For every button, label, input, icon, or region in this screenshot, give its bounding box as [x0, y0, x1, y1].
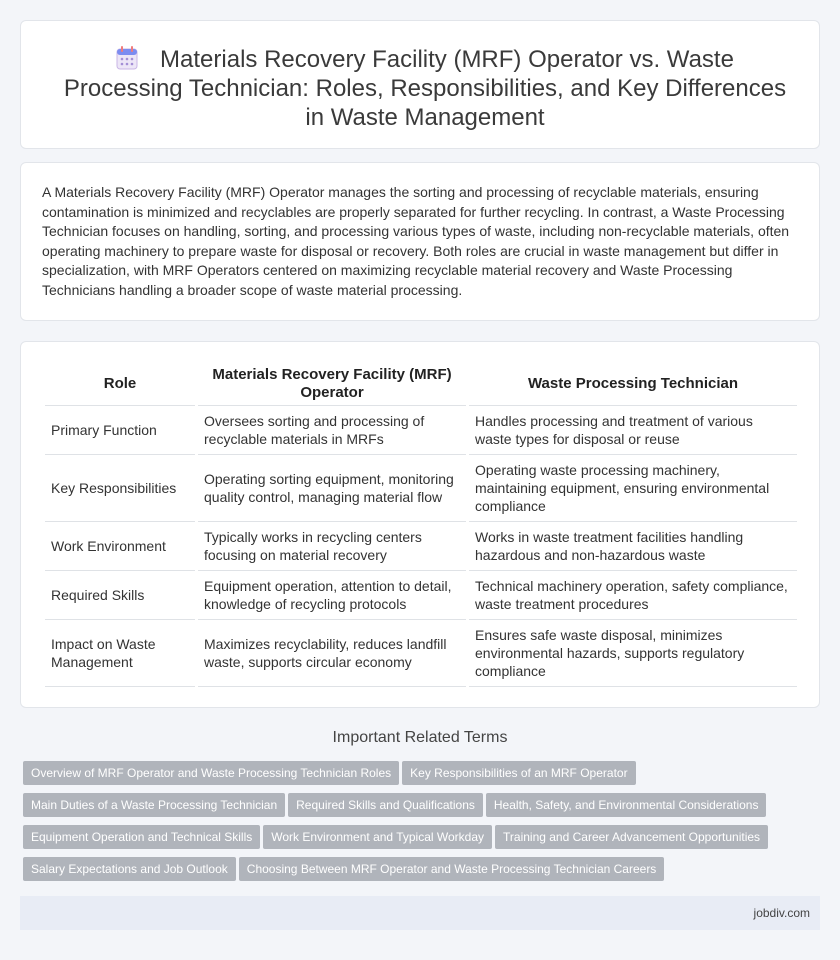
intro-text: A Materials Recovery Facility (MRF) Operator manages the sorting and processing of recyclable materials, ensuring contamination is minimized and recyclables are properly separated for further recycling. In contrast, a Waste Processing Technician focuses on handling, sorting, and processing various types of waste, including non-recyclable materials, often operating machinery to prepare waste for disposal or recovery. Both roles are crucial in waste management but differ in specialization, with MRF Operators centered on maximizing recyclable material recovery and Waste Processing Technicians handling a broader scope of waste material processing. [42, 184, 790, 298]
table-row [45, 619, 797, 687]
cell-role: Required Skills [45, 570, 195, 619]
cell-role: Work Environment [45, 521, 195, 570]
footer-site-link[interactable]: jobdiv.com [753, 906, 810, 920]
header-role: Role [103, 374, 137, 392]
related-term-tag[interactable]: Choosing Between MRF Operator and Waste Processing Technician Careers [239, 857, 665, 881]
cell-technician: Ensures safe waste disposal, minimizes environmental hazards, supports regulatory compliance [469, 619, 797, 687]
related-term-tag[interactable]: Work Environment and Typical Workday [263, 825, 492, 849]
table-row [45, 570, 797, 619]
cell-role: Key Responsibilities [45, 454, 195, 521]
cell-mrf: Oversees sorting and processing of recyclable materials in MRFs [198, 405, 466, 454]
related-term-tag[interactable]: Training and Career Advancement Opportunities [495, 825, 768, 849]
comparison-table [42, 362, 800, 687]
cell-technician: Works in waste treatment facilities handling hazardous and non-hazardous waste [469, 521, 797, 570]
related-term-tag[interactable]: Overview of MRF Operator and Waste Processing Technician Roles [23, 761, 399, 785]
related-term-tag[interactable]: Health, Safety, and Environmental Considerations [486, 793, 767, 817]
cell-mrf: Equipment operation, attention to detail, knowledge of recycling protocols [198, 570, 466, 619]
cell-mrf: Operating sorting equipment, monitoring quality control, managing material flow [198, 454, 466, 521]
related-terms-list [23, 761, 803, 889]
related-term-tag[interactable]: Salary Expectations and Job Outlook [23, 857, 236, 881]
intro-card [20, 162, 820, 321]
cell-role: Impact on Waste Management [45, 619, 195, 687]
page-title [61, 45, 789, 132]
table-row [45, 405, 797, 454]
cell-role: Primary Function [45, 405, 195, 454]
tag-row [23, 793, 803, 825]
header-mrf-operator: Materials Recovery Facility (MRF) Operator [212, 365, 452, 401]
table-header-row [45, 362, 797, 405]
footer [20, 896, 820, 930]
title-card [20, 20, 820, 149]
cell-mrf: Maximizes recyclability, reduces landfill waste, supports circular economy [198, 619, 466, 687]
cell-technician: Handles processing and treatment of various waste types for disposal or reuse [469, 405, 797, 454]
tag-row [23, 761, 803, 793]
related-terms-heading: Important Related Terms [332, 729, 508, 746]
cell-mrf: Typically works in recycling centers focusing on material recovery [198, 521, 466, 570]
calendar-icon [116, 46, 138, 70]
related-term-tag[interactable]: Required Skills and Qualifications [288, 793, 483, 817]
cell-technician: Operating waste processing machinery, maintaining equipment, ensuring environmental compliance [469, 454, 797, 521]
tag-row [23, 857, 803, 889]
related-term-tag[interactable]: Equipment Operation and Technical Skills [23, 825, 260, 849]
cell-technician: Technical machinery operation, safety compliance, waste treatment procedures [469, 570, 797, 619]
table-row [45, 454, 797, 521]
comparison-card [20, 341, 820, 708]
related-term-tag[interactable]: Main Duties of a Waste Processing Technician [23, 793, 285, 817]
related-term-tag[interactable]: Key Responsibilities of an MRF Operator [402, 761, 635, 785]
page-title-text: Materials Recovery Facility (MRF) Operator vs. Waste Processing Technician: Roles, Responsibilities, and Key Differences in Waste Management [63, 46, 787, 131]
header-waste-technician: Waste Processing Technician [527, 374, 739, 392]
tag-row [23, 825, 803, 857]
table-row [45, 521, 797, 570]
